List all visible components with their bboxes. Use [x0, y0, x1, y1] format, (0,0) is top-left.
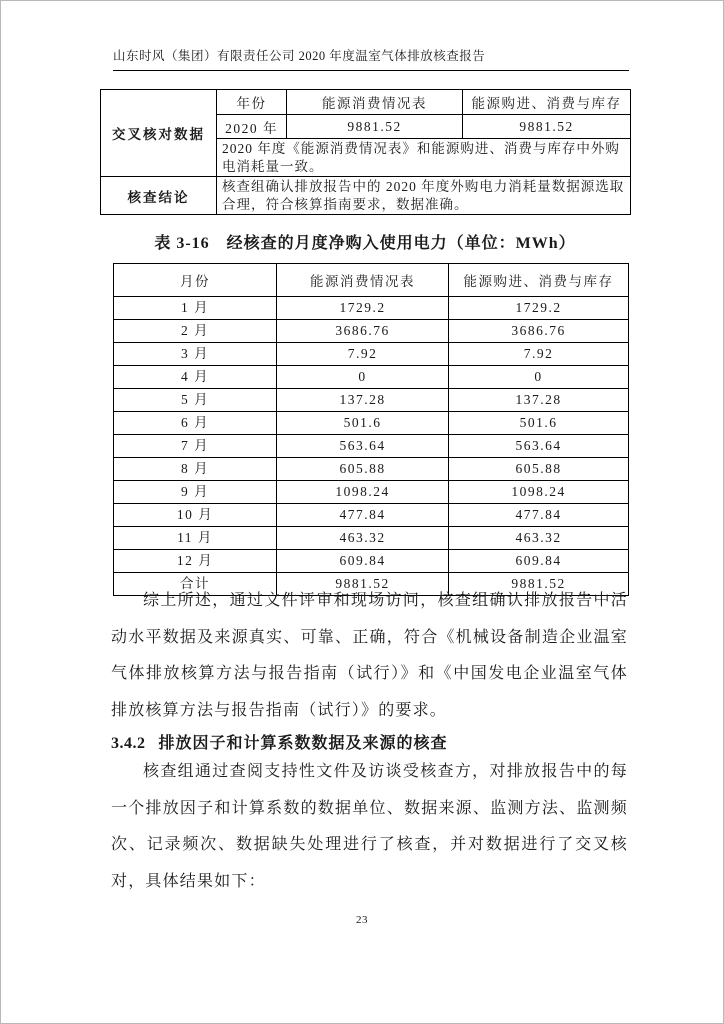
table-row [114, 435, 629, 458]
running-head: 山东时风（集团）有限责任公司 2020 年度温室气体排放核查报告 [113, 49, 629, 71]
col-header-year: 年份 [217, 90, 287, 115]
value-cell: 501.6 [449, 412, 629, 435]
value-cell: 1098.24 [449, 481, 629, 504]
monthly-electricity-table [113, 263, 629, 596]
col-header-purchase: 能源购进、消费与库存 [449, 264, 629, 297]
table-row [101, 177, 631, 215]
value-cell: 609.84 [449, 550, 629, 573]
value-cell: 0 [449, 366, 629, 389]
value-cell: 137.28 [449, 389, 629, 412]
table-row [114, 458, 629, 481]
month-cell: 3 月 [114, 343, 277, 366]
value-cell: 7.92 [449, 343, 629, 366]
value-cell: 3686.76 [277, 320, 449, 343]
value-cell: 605.88 [449, 458, 629, 481]
cross-check-row-label: 交叉核对数据 [101, 90, 217, 177]
table-3-16-title: 表 3-16 经核查的月度净购入使用电力（单位：MWh） [154, 235, 576, 252]
month-cell: 9 月 [114, 481, 277, 504]
value-cell: 1098.24 [277, 481, 449, 504]
value-cell: 609.84 [277, 550, 449, 573]
month-cell: 11 月 [114, 527, 277, 550]
table-row [114, 481, 629, 504]
value-cell: 1729.2 [449, 297, 629, 320]
section-title: 排放因子和计算系数数据及来源的核查 [158, 735, 448, 752]
table-row [114, 366, 629, 389]
value-cell: 7.92 [277, 343, 449, 366]
conclusion-cell: 核查组确认排放报告中的 2020 年度外购电力消耗量数据源选取合理，符合核算指南要求，数据准确。 [217, 177, 631, 215]
col-header-month: 月份 [114, 264, 277, 297]
table-row [114, 343, 629, 366]
value-cell: 463.32 [449, 527, 629, 550]
col-header-consumption: 能源消费情况表 [287, 90, 463, 115]
value-cell: 477.84 [277, 504, 449, 527]
table-row [101, 90, 631, 115]
total-value-cell: 9881.52 [449, 573, 629, 596]
table-row [114, 320, 629, 343]
value-cell: 0 [277, 366, 449, 389]
month-cell: 5 月 [114, 389, 277, 412]
month-cell: 4 月 [114, 366, 277, 389]
month-cell: 12 月 [114, 550, 277, 573]
cross-check-table [100, 89, 631, 215]
month-cell: 10 月 [114, 504, 277, 527]
month-cell: 6 月 [114, 412, 277, 435]
purchase-value-cell: 9881.52 [463, 115, 631, 139]
table-row [114, 550, 629, 573]
conclusion-row-label: 核查结论 [101, 177, 217, 215]
total-value-cell: 9881.52 [277, 573, 449, 596]
col-header-purchase: 能源购进、消费与库存 [463, 90, 631, 115]
value-cell: 1729.2 [277, 297, 449, 320]
page-number: 23 [356, 914, 368, 926]
section-number: 3.4.2 [111, 735, 146, 752]
value-cell: 563.64 [449, 435, 629, 458]
month-cell: 7 月 [114, 435, 277, 458]
total-label-cell: 合计 [114, 573, 277, 596]
value-cell: 137.28 [277, 389, 449, 412]
value-cell: 477.84 [449, 504, 629, 527]
month-cell: 2 月 [114, 320, 277, 343]
table-row [114, 504, 629, 527]
table-row [114, 389, 629, 412]
table-header-row [114, 264, 629, 297]
value-cell: 463.32 [277, 527, 449, 550]
table-row [114, 412, 629, 435]
value-cell: 3686.76 [449, 320, 629, 343]
consumption-value-cell: 9881.52 [287, 115, 463, 139]
section-heading-3-4-2 [111, 730, 448, 753]
cross-check-note-cell: 2020 年度《能源消费情况表》和能源购进、消费与库存中外购电消耗量一致。 [217, 139, 631, 177]
month-cell: 1 月 [114, 297, 277, 320]
summary-paragraph: 综上所述，通过文件评审和现场访问，核查组确认排放报告中活动水平数据及来源真实、可靠、正确，符合《机械设备制造企业温室气体排放核算方法与报告指南（试行）》和《中国发电企业温室气体排放核算方法与报告指南（试行）》的要求。 [111, 592, 628, 719]
value-cell: 563.64 [277, 435, 449, 458]
month-cell: 8 月 [114, 458, 277, 481]
table-row [114, 297, 629, 320]
value-cell: 605.88 [277, 458, 449, 481]
value-cell: 501.6 [277, 412, 449, 435]
table-row [114, 527, 629, 550]
col-header-consumption: 能源消费情况表 [277, 264, 449, 297]
section-body-paragraph: 核查组通过查阅支持性文件及访谈受核查方，对排放报告中的每一个排放因子和计算系数的数据单位、数据来源、监测方法、监测频次、记录频次、数据缺失处理进行了核查，并对数据进行了交叉核对，具体结果如下： [111, 763, 628, 890]
year-cell: 2020 年 [217, 115, 287, 139]
